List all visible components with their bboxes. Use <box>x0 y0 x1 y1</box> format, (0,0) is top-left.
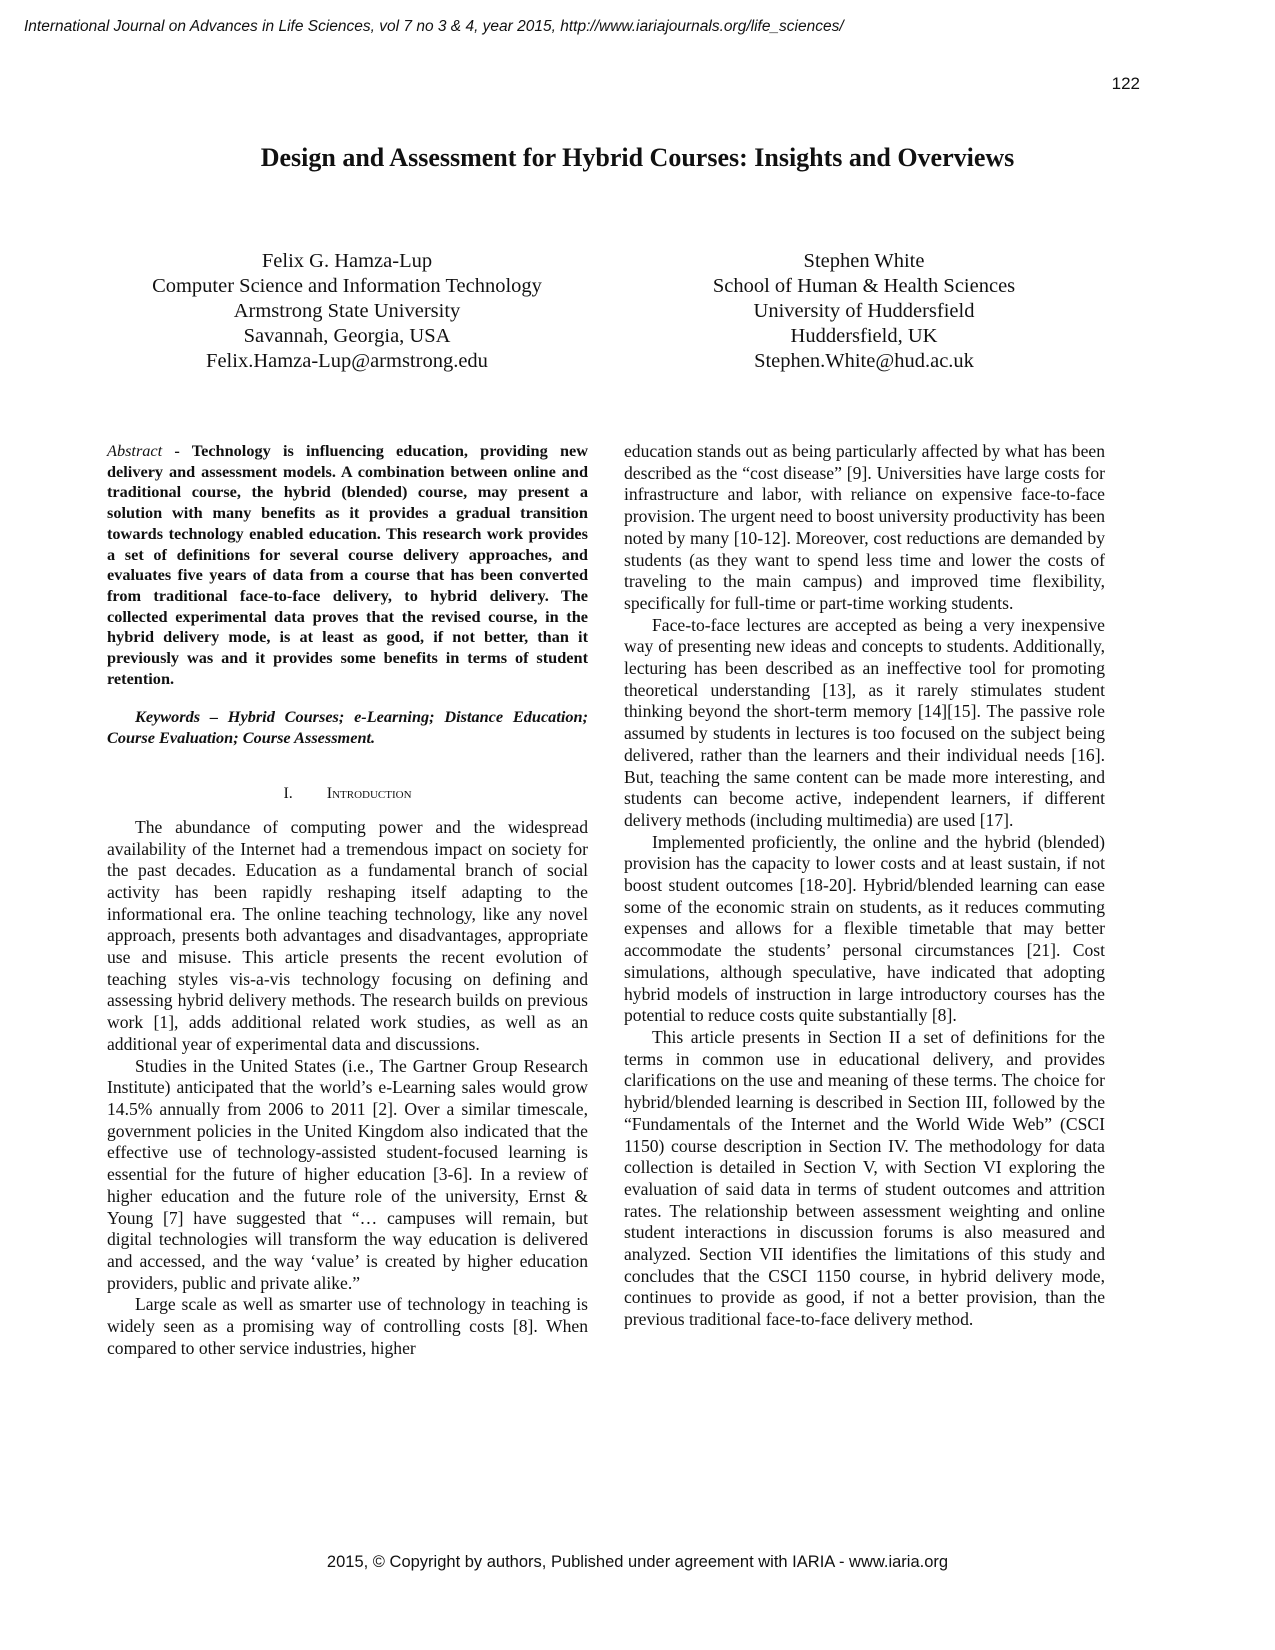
paper-title: Design and Assessment for Hybrid Courses: Insights and Overviews <box>260 143 1015 172</box>
journal-header: International Journal on Advances in Life Sciences, vol 7 no 3 & 4, year 2015, http://www.iariajournals.org/life_sciences/ <box>24 18 844 35</box>
abstract-text: - Technology is influencing education, providing new delivery and assessment models. A combination between online and traditional course, the hybrid (blended) course, may present a solution with many benefits as it provides a gradual transition towards technology enabled education. This research work provides a set of definitions for several course delivery approaches, and evaluates five years of data from a course that has been converted from traditional face-to-face delivery, to hybrid delivery. The collected experimental data proves that the revised course, in the hybrid delivery mode, is at least as good, if not better, than it previously was and it provides some benefits in terms of student retention. <box>107 441 588 688</box>
author-name: Felix G. Hamza-Lup <box>261 250 433 272</box>
author-block-2 <box>604 249 1124 374</box>
keywords: Keywords – Hybrid Courses; e-Learning; Distance Education; Course Evaluation; Course Assessment. <box>107 707 588 748</box>
paragraph: Face-to-face lectures are accepted as being a very inexpensive way of presenting new ideas and concepts to students. Additionally, lecturing has been described as an ineffective tool for promoting theoretical understanding [13], as it rarely stimulates student thinking beyond the short-term memory [14][15]. The passive role assumed by students in lectures is too focused on the subject being delivered, rather than the learners and their individual needs [16]. But, teaching the same content can be made more interesting, and students can become active, independent learners, if different delivery methods (including multimedia) are used [17]. <box>624 614 1105 830</box>
author-email: Stephen.White@hud.ac.uk <box>754 350 974 372</box>
paragraph: Large scale as well as smarter use of technology in teaching is widely seen as a promising way of controlling costs [8]. When compared to other service industries, higher <box>107 1294 588 1358</box>
paragraph: Studies in the United States (i.e., The Gartner Group Research Institute) anticipated that the world’s e-Learning sales would grow 14.5% annually from 2006 to 2011 [2]. Over a similar timescale, government policies in the United Kingdom also indicated that the effective use of technology-assisted student-focused learning is essential for the future of higher education [3-6]. In a review of higher education and the future role of the university, Ernst & Young [7] have suggested that “… campuses will remain, but digital technologies will transform the way education is delivered and accessed, and the way ‘value’ is created by higher education providers, public and private alike.” <box>107 1055 588 1293</box>
author-block-1 <box>87 249 607 374</box>
copyright-footer: 2015, © Copyright by authors, Published under agreement with IARIA - www.iaria.org <box>326 1553 949 1571</box>
author-email: Felix.Hamza-Lup@armstrong.edu <box>206 350 488 372</box>
paragraph: Implemented proficiently, the online and the hybrid (blended) provision has the capacity to lower costs and at least sustain, if not boost student outcomes [18-20]. Hybrid/blended learning can ease some of the economic strain on students, as it reduces commuting expenses and allows for a flexible timetable that may better accommodate the students’ personal circumstances [21]. Cost simulations, although speculative, have indicated that adopting hybrid models of instruction in large introductory courses has the potential to reduce costs quite substantially [8]. <box>624 831 1105 1026</box>
author-location: Huddersfield, UK <box>790 325 938 347</box>
author-name: Stephen White <box>803 250 925 272</box>
abstract <box>107 441 588 689</box>
paragraph: education stands out as being particularly affected by what has been described as the “cost disease” [9]. Universities have large costs for infrastructure and labor, with reliance on expensive face-to-face provision. The urgent need to boost university productivity has been noted by many [10-12]. Moreover, cost reductions are demanded by students (as they want to spend less time and lower the costs of traveling to the main campus) and improved time flexibility, specifically for full-time or part-time working students. <box>624 441 1105 613</box>
author-univ: University of Huddersfield <box>753 300 975 322</box>
author-dept: Computer Science and Information Technology <box>152 275 542 297</box>
paragraph: The abundance of computing power and the widespread availability of the Internet had a tremendous impact on society for the past decades. Education as a fundamental branch of social activity has been rapidly reshaping itself adapting to the informational era. The online teaching technology, like any novel approach, presents both advantages and disadvantages, appropriate use and misuse. This article presents the recent evolution of teaching styles vis-a-vis technology focusing on defining and assessing hybrid delivery methods. The research builds on previous work [1], adds additional related work studies, as well as an additional year of experimental data and discussions. <box>107 816 588 1054</box>
abstract-label: Abstract <box>107 441 163 460</box>
author-location: Savannah, Georgia, USA <box>243 325 451 347</box>
paragraph: This article presents in Section II a set of definitions for the terms in common use in educational delivery, and provides clarifications on the use and meaning of these terms. The choice for hybrid/blended learning is described in Section III, followed by the “Fundamentals of the Internet and the World Wide Web” (CSCI 1150) course description in Section IV. The methodology for data collection is detailed in Section V, with Section VI exploring the evaluation of said data in terms of student outcomes and attrition rates. The relationship between assessment weighting and online student interactions in discussion forums is also measured and analyzed. Section VII identifies the limitations of this study and concludes that the CSCI 1150 course, in hybrid delivery mode, continues to provide as good, if not a better provision, than the previous traditional face-to-face delivery method. <box>624 1026 1105 1330</box>
section-heading <box>107 785 588 803</box>
author-dept: School of Human & Health Sciences <box>712 275 1016 297</box>
page-number: 122 <box>1111 74 1140 93</box>
left-column <box>107 441 588 1359</box>
right-column <box>624 441 1105 1331</box>
author-univ: Armstrong State University <box>233 300 461 322</box>
section-title: Introduction <box>326 784 412 802</box>
section-number: I. <box>283 784 293 802</box>
